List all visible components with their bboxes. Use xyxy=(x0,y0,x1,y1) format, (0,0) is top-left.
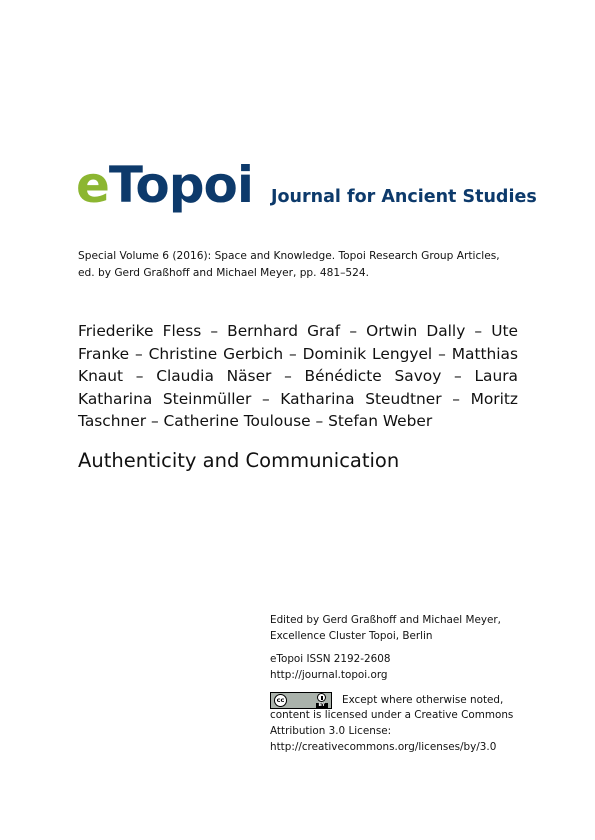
cc-circle-icon: cc xyxy=(274,694,287,707)
license-text: Attribution 3.0 License: xyxy=(270,724,392,737)
issn-line: eTopoi ISSN 2192-2608 xyxy=(270,653,391,666)
author-list: Friederike Fless – Bernhard Graf – Ortwin Dally – Ute Franke – Christine Gerbich – Dominik Lengyel – Matthias Knaut – Claudia Näser – Bénédicte Savoy – Laura Katharina Steinmüller – Katharina Steudtner – Moritz Taschner – Catherine Toulouse – Stefan Weber xyxy=(78,322,518,430)
edited-by-line: Edited by Gerd Graßhoff and Michael Meyer, xyxy=(270,614,501,626)
edited-by-affiliation: Excellence Cluster Topoi, Berlin xyxy=(270,629,433,642)
logo-letter-e: e xyxy=(76,156,109,214)
by-label: BY xyxy=(316,703,328,708)
special-volume-citation xyxy=(78,248,518,282)
license-text: Except where otherwise noted, xyxy=(342,693,504,706)
journal-name: Journal for Ancient Studies xyxy=(271,187,537,207)
person-icon xyxy=(317,693,326,702)
journal-url[interactable]: http://journal.topoi.org xyxy=(270,668,388,681)
license-url[interactable]: http://creativecommons.org/licenses/by/3.0 xyxy=(270,740,497,753)
license-text: content is licensed under a Creative Commons xyxy=(270,709,514,722)
special-volume-line: ed. by Gerd Graßhoff and Michael Meyer, pp. 481–524. xyxy=(78,267,369,279)
by-attribution-icon xyxy=(316,693,328,708)
license-line xyxy=(270,691,520,708)
creative-commons-by-icon[interactable] xyxy=(270,692,332,709)
logo-wordmark: Topoi xyxy=(108,156,254,214)
imprint-block xyxy=(270,613,520,755)
article-title: Authenticity and Communication xyxy=(78,449,400,472)
etopoi-logo xyxy=(76,150,253,220)
special-volume-line: Special Volume 6 (2016): Space and Knowledge. Topoi Research Group Articles, xyxy=(78,250,500,262)
